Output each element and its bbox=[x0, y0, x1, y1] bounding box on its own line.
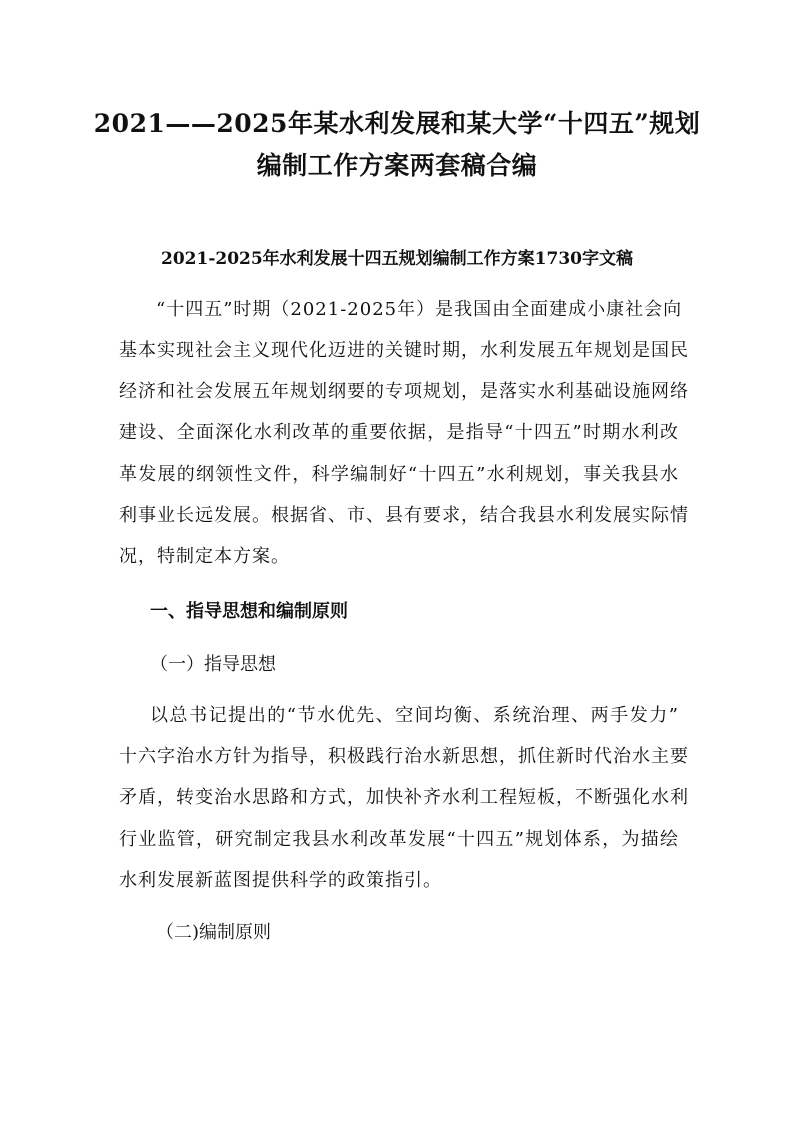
intro-paragraph-line: 况，特制定本方案。 bbox=[119, 546, 290, 567]
intro-paragraph-line: “十四五”时期（2021-2025年）是我国由全面建成小康社会向 bbox=[156, 299, 683, 320]
intro-paragraph-line: 经济和社会发展五年规划纲要的专项规划，是落实水利基础设施网络 bbox=[119, 381, 689, 402]
intro-paragraph-line: 革发展的纲领性文件，科学编制好“十四五”水利规划，事关我县水 bbox=[119, 464, 679, 485]
intro-paragraph-line: 基本实现社会主义现代化迈进的关键时期，水利发展五年规划是国民 bbox=[119, 340, 689, 361]
guiding-paragraph-line: 十六字治水方针为指导，积极践行治水新思想，抓住新时代治水主要 bbox=[119, 746, 689, 767]
document-title-line-2: 编制工作方案两套稿合编 bbox=[256, 151, 538, 180]
guiding-paragraph-line: 以总书记提出的“节水优先、空间均衡、系统治理、两手发力” bbox=[150, 705, 679, 726]
subsection-heading: （二)编制原则 bbox=[156, 922, 272, 943]
intro-paragraph-line: 利事业长远发展。根据省、市、县有要求，结合我县水利发展实际情 bbox=[119, 505, 689, 526]
document-subtitle: 2021-2025年水利发展十四五规划编制工作方案1730字文稿 bbox=[161, 249, 633, 269]
intro-paragraph-line: 建设、全面深化水利改革的重要依据，是指导“十四五”时期水利改 bbox=[119, 422, 679, 443]
guiding-paragraph-line: 行业监管，研究制定我县水利改革发展“十四五”规划体系，为描绘 bbox=[119, 829, 679, 850]
guiding-paragraph-line: 水利发展新蓝图提供科学的政策指引。 bbox=[119, 870, 442, 891]
subsection-heading: （一）指导思想 bbox=[150, 654, 276, 675]
document-title-line-1: 2021——2025年某水利发展和某大学“十四五”规划 bbox=[93, 109, 701, 138]
section-heading: 一、指导思想和编制原则 bbox=[150, 601, 348, 622]
guiding-paragraph-line: 矛盾，转变治水思路和方式，加快补齐水利工程短板，不断强化水利 bbox=[119, 787, 689, 808]
